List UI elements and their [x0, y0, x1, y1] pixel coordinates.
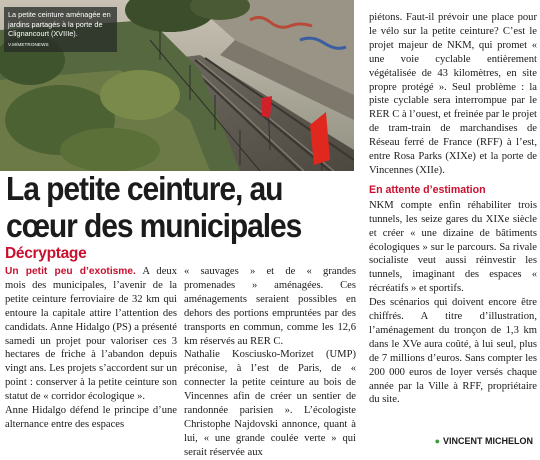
- headline-line-1: La petite ceinture, au: [6, 170, 283, 207]
- paragraph: Anne Hidalgo défend le principe d’une alternance entre des espaces: [5, 405, 177, 430]
- paragraph: Des scénarios qui doivent encore être chiffrés. A titre d’illustration, l’aménagement du tronçon de 1,3 km dans le XVe aura coûté, à lui seul, plus de 7 millions d’euros. Sans compter les 200 000 euros de loyer versés chaque année par la Ville à RFF, propriétaire du site.: [369, 297, 537, 406]
- article-column-1: [5, 265, 177, 432]
- photo-caption: [4, 7, 117, 52]
- section-kicker: Décryptage: [5, 245, 87, 262]
- paragraph: NKM compte enfin réhabiliter trois tunnels, les seize gares du XIXe siècle et créer « une dizaine de bâtiments écologiques » sur le parcours. Sa rivale socialiste veut aussi réinvestir les tunnels, imaginant des espaces « récréatifs » et sportifs.: [369, 199, 537, 295]
- paragraph: piétons. Faut-il prévoir une place pour le vélo sur la petite ceinture? C’est le projet majeur de NKM, qui promet « une voie cyclable entièrement végétalisée de 43 kilomètres, en site propre protégé ». Seul problème : la piste cyclable sera interrompue par le RER C à l’ouest, et freinée par le projet de tram-train de marchandises de Réseau ferré de France (RFF) à l’est, entre Rosa Parks (XIXe) et la porte de Vincennes (XIIe).: [369, 12, 537, 176]
- lead-in: Un petit peu d’exotisme.: [5, 266, 136, 277]
- article-column-3: [369, 11, 537, 407]
- author-byline: [435, 436, 533, 446]
- subheading: En attente d’estimation: [369, 183, 486, 196]
- paragraph: [5, 265, 177, 404]
- paragraph-text: A deux mois des municipales, l’avenir de la petite ceinture ferroviaire de 32 km qui entoure la capitale attire l’attention des candidats. Anne Hidalgo (PS) a présenté samedi un projet pour valoriser ces 3 hectares de friche à l’abandon depuis vingt ans. Les projets s’accordent sur un point : conserver à la petite ceinture son statut de « corridor écologique ».: [5, 266, 177, 403]
- paragraph: Nathalie Kosciusko-Morizet (UMP) préconise, à l’est de Paris, de « connecter la petite ceinture au bois de Vincennes afin de créer un sentier de randonnée parisien ». L’écologiste Christophe Najdovski annonce, quant à lui, « une grande coulée verte » qui serait réservée aux: [184, 349, 356, 458]
- paragraph: « sauvages » et de « grandes promenades » aménagées. Ces aménagements seraient possibles en dehors des portions empruntées par des transports en commun, comme les 12,6 km réservés au RER C.: [184, 266, 356, 347]
- headline-line-2: cœur des municipales: [6, 207, 302, 244]
- article-column-2: [184, 265, 356, 460]
- author-name: VINCENT MICHELON: [443, 436, 533, 446]
- article-photo: [0, 0, 354, 171]
- article-headline: [6, 170, 329, 244]
- photo-caption-text: La petite ceinture aménagée en jardins partagés à la porte de Clignancourt (XVIIIe).: [8, 10, 111, 38]
- photo-credit: V.M/METRONEWS: [8, 41, 49, 47]
- bullet-icon: ●: [434, 436, 440, 446]
